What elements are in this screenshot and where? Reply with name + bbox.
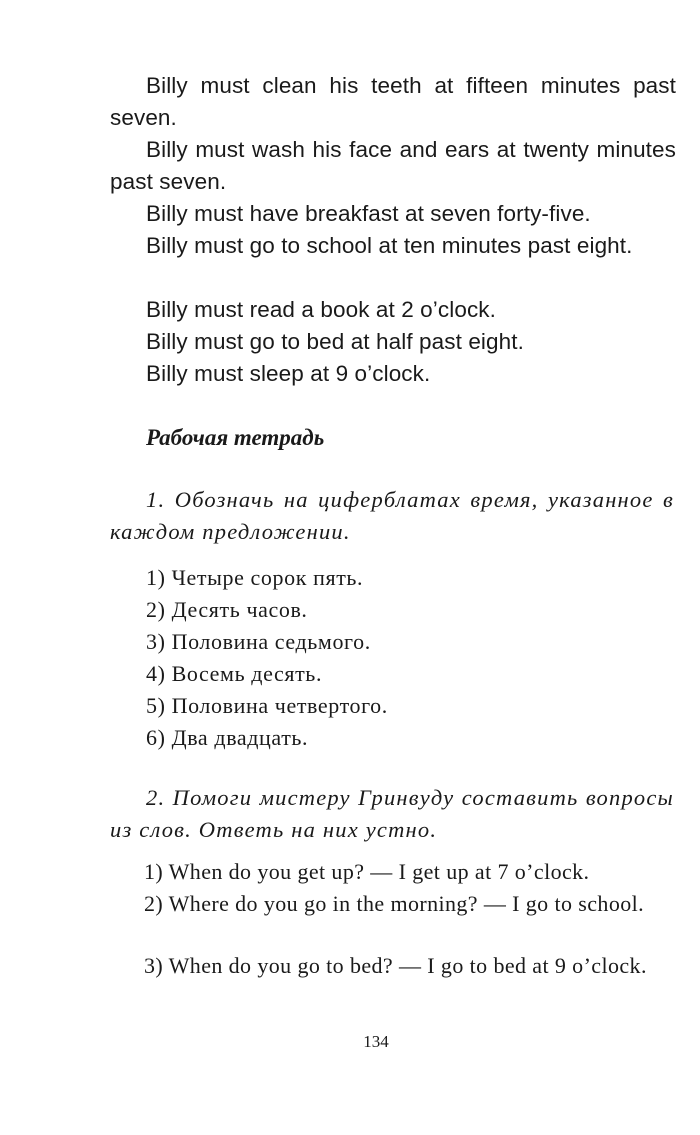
task-1-instruction: 1. Обозначь на циферблатах время, указанное в каждом предложении. [110,487,674,544]
task-2-instruction: 2. Помоги мистеру Гринвуду составить вопросы из слов. Ответь на них устно. [110,785,674,842]
page-number: 134 [363,1032,389,1051]
task-1-item: 5) Половина четвертого. [146,693,388,718]
task-1-item: 1) Четыре сорок пять. [146,565,364,590]
section-heading: Рабочая тетрадь [146,425,325,450]
task-2-item: 2) Where do you go in the morning? — I go to school. [144,891,645,916]
task-2-item: 3) When do you go to bed? — I go to bed at 9 o’clock. [144,953,647,978]
story-line: Billy must go to school at ten minutes past eight. [146,233,633,258]
story-line: Billy must sleep at 9 o’clock. [146,361,431,386]
story-line: Billy must clean his teeth at fifteen minutes past seven. [110,73,676,130]
story-line: Billy must have breakfast at seven forty-five. [146,201,591,226]
story-line: Billy must read a book at 2 o’clock. [146,297,497,322]
task-1-item: 4) Восемь десять. [146,661,323,686]
task-1-item: 6) Два двадцать. [146,725,309,750]
task-2-item: 1) When do you get up? — I get up at 7 o’clock. [144,859,590,884]
story-line: Billy must wash his face and ears at twenty minutes past seven. [110,137,676,194]
task-1-item: 3) Половина седьмого. [146,629,371,654]
task-1-item: 2) Десять часов. [146,597,308,622]
story-line: Billy must go to bed at half past eight. [146,329,524,354]
